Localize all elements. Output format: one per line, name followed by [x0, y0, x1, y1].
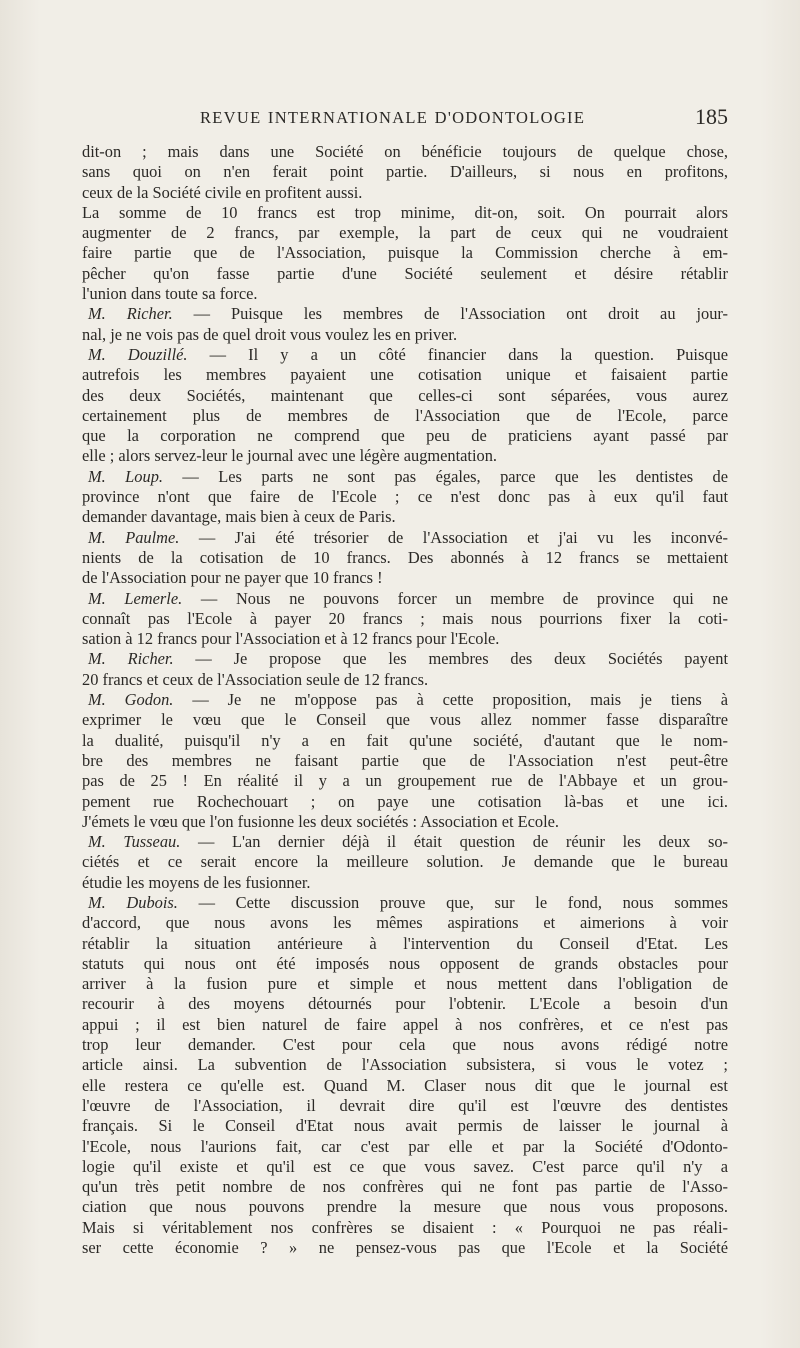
line-text: certainement plus de membres de l'Association que de l'Ecole, parce — [82, 405, 728, 425]
text-line — [82, 264, 728, 284]
speaker-name: M. Paulme. — [88, 527, 180, 547]
text-line — [82, 1238, 728, 1258]
line-text: — Puisque les membres de l'Association ont droit au jour- — [172, 304, 728, 324]
line-text: qu'un très petit nombre de nos confrères qui ne font pas partie de l'Asso- — [82, 1177, 728, 1197]
text-line — [82, 1197, 728, 1217]
line-text: la dualité, puisqu'il n'y a en fait qu'une société, d'autant que le nom- — [82, 730, 728, 750]
text-line — [82, 446, 728, 466]
speaker-name: M. Loup. — [88, 466, 163, 486]
text-line — [82, 771, 728, 791]
text-line — [82, 873, 728, 893]
line-text: arriver à la fusion pure et simple et nous mettent dans l'obligation de — [82, 974, 728, 994]
text-line — [82, 1055, 728, 1075]
text-line — [82, 1157, 728, 1177]
text-line — [82, 467, 728, 487]
line-text: ciétés et ce serait encore la meilleure solution. Je demande que le bureau — [82, 852, 728, 872]
text-line — [82, 243, 728, 263]
text-line — [82, 1015, 728, 1035]
page-number: 185 — [695, 104, 728, 129]
text-line — [82, 832, 728, 852]
line-text: connaît pas l'Ecole à payer 20 francs ; mais nous pourrions fixer la coti- — [82, 608, 728, 628]
line-text: ceux de la Société civile en profitent aussi. — [82, 182, 363, 202]
text-line — [82, 649, 728, 669]
text-line — [82, 426, 728, 446]
text-line — [82, 974, 728, 994]
text-line — [82, 690, 728, 710]
text-line — [82, 325, 728, 345]
text-line — [82, 386, 728, 406]
line-text: faire partie que de l'Association, puisque la Commission cherche à em- — [82, 243, 728, 263]
text-line — [82, 203, 728, 223]
line-text: 20 francs et ceux de l'Association seule de 12 francs. — [82, 669, 429, 689]
text-line — [82, 670, 728, 690]
line-text: dit-on ; mais dans une Société on bénéficie toujours de quelque chose, — [82, 142, 728, 161]
text-line — [82, 589, 728, 609]
line-text: appui ; il est bien naturel de faire appel à nos confrères, et ce n'est pas — [82, 1014, 728, 1034]
line-text: — J'ai été trésorier de l'Association et j'ai vu les inconvé- — [179, 527, 728, 547]
line-text: — Il y a un côté financier dans la question. Puisque — [187, 344, 728, 364]
speaker-name: M. Douzillé. — [88, 344, 188, 364]
line-text: trop leur demander. C'est pour cela que nous avons rédigé notre — [82, 1035, 728, 1055]
text-line — [82, 731, 728, 751]
line-text: sans quoi on n'en ferait point partie. D'ailleurs, si nous en profitons, — [82, 162, 728, 182]
line-text: pêcher qu'on fasse partie d'une Société seulement et désire rétablir — [82, 263, 728, 283]
line-text: — Je ne m'oppose pas à cette proposition, mais je tiens à — [173, 690, 728, 710]
line-text: français. Si le Conseil d'Etat nous avait permis de laisser le journal à — [82, 1116, 728, 1136]
text-line — [82, 629, 728, 649]
line-text: Mais si véritablement nos confrères se disaient : « Pourquoi ne pas réali- — [82, 1217, 728, 1237]
text-line — [82, 507, 728, 527]
text-line — [82, 304, 728, 324]
line-text: des deux Sociétés, maintenant que celles-ci sont séparées, vous aurez — [82, 385, 728, 405]
line-text: étudie les moyens de les fusionner. — [82, 872, 311, 892]
line-text: augmenter de 2 francs, par exemple, la part de ceux qui ne voudraient — [82, 223, 728, 243]
line-text: nients de la cotisation de 10 francs. Des abonnés à 12 francs se mettaient — [82, 547, 728, 567]
line-text: elle restera ce qu'elle est. Quand M. Claser nous dit que le journal est — [82, 1075, 728, 1095]
line-text: pement rue Rochechouart ; on paye une cotisation là-bas et une ici. — [82, 791, 728, 811]
text-line — [82, 345, 728, 365]
speaker-name: M. Tusseau. — [88, 832, 181, 852]
text-line — [82, 751, 728, 771]
text-line — [82, 142, 728, 162]
line-text: rétablir la situation antérieure à l'intervention du Conseil d'Etat. Les — [82, 933, 728, 953]
speaker-name: M. Lemerle. — [88, 588, 183, 608]
text-line — [82, 893, 728, 913]
line-text: — L'an dernier déjà il était question de réunir les deux so- — [180, 832, 728, 852]
line-text: pas de 25 ! En réalité il y a un groupement rue de l'Abbaye et un grou- — [82, 771, 728, 791]
line-text: l'Ecole, nous l'aurions fait, car c'est par elle et par la Société d'Odonto- — [82, 1136, 728, 1156]
line-text: ciation que nous pouvons prendre la mesure que nous vous proposons. — [82, 1197, 728, 1217]
line-text: elle ; alors servez-leur le journal avec une légère augmentation. — [82, 446, 498, 466]
text-line — [82, 1096, 728, 1116]
text-line — [82, 1076, 728, 1096]
line-text: l'œuvre de l'Association, il devrait dire qu'il est l'œuvre des dentistes — [82, 1095, 728, 1115]
line-text: — Cette discussion prouve que, sur le fond, nous sommes — [177, 892, 728, 912]
line-text: bre des membres ne faisant partie que de l'Association n'est peut-être — [82, 750, 728, 770]
text-line — [82, 1177, 728, 1197]
line-text: d'accord, que nous avons les mêmes aspirations et aimerions à voir — [82, 913, 728, 933]
text-line — [82, 162, 728, 182]
line-text: province n'ont que faire de l'Ecole ; ce n'est donc pas à eux qu'il faut — [82, 487, 728, 507]
text-line — [82, 792, 728, 812]
line-text: article ainsi. La subvention de l'Association subsistera, si vous le votez ; — [82, 1055, 728, 1075]
speaker-name: M. Richer. — [88, 649, 174, 669]
line-text: J'émets le vœu que l'on fusionne les deux sociétés : Association et Ecole. — [82, 811, 560, 831]
line-text: — Les parts ne sont pas égales, parce que les dentistes de — [163, 466, 728, 486]
line-text: — Nous ne pouvons forcer un membre de province qui ne — [182, 588, 728, 608]
line-text: l'union dans toute sa force. — [82, 284, 258, 304]
text-line — [82, 934, 728, 954]
line-text: sation à 12 francs pour l'Association et à 12 francs pour l'Ecole. — [82, 629, 500, 649]
line-text: exprimer le vœu que le Conseil que vous allez nommer fasse disparaître — [82, 710, 728, 730]
line-text: nal, je ne vois pas de quel droit vous voulez les en priver. — [82, 324, 458, 344]
speaker-name: M. Dubois. — [88, 892, 178, 912]
line-text: statuts qui nous ont été imposés nous opposent de grands obstacles pour — [82, 953, 728, 973]
text-line — [82, 284, 728, 304]
line-text: de l'Association pour ne payer que 10 francs ! — [82, 568, 383, 588]
text-line — [82, 609, 728, 629]
speaker-name: M. Richer. — [88, 304, 173, 324]
text-line — [82, 183, 728, 203]
text-line — [82, 913, 728, 933]
text-line — [82, 528, 728, 548]
text-line — [82, 954, 728, 974]
text-line — [82, 548, 728, 568]
text-line — [82, 568, 728, 588]
text-line — [82, 852, 728, 872]
line-text: que la corporation ne comprend que peu de praticiens ayant passé par — [82, 426, 728, 446]
speaker-name: M. Godon. — [88, 690, 174, 710]
line-text: La somme de 10 francs est trop minime, dit-on, soit. On pourrait alors — [82, 202, 728, 222]
text-line — [82, 1137, 728, 1157]
page-header — [82, 104, 728, 132]
line-text: autrefois les membres payaient une cotisation unique et faisaient partie — [82, 365, 728, 385]
text-line — [82, 406, 728, 426]
text-line — [82, 1218, 728, 1238]
line-text: recourir à des moyens détournés pour l'obtenir. L'Ecole a besoin d'un — [82, 994, 728, 1014]
text-line — [82, 710, 728, 730]
text-line — [82, 812, 728, 832]
text-line — [82, 1035, 728, 1055]
running-title: REVUE INTERNATIONALE D'ODONTOLOGIE — [200, 108, 586, 127]
text-line — [82, 994, 728, 1014]
text-line — [82, 365, 728, 385]
line-text: logie qu'il existe et qu'il est ce que vous savez. C'est parce qu'il n'y a — [82, 1156, 728, 1176]
body-text — [82, 142, 728, 1258]
line-text: demander davantage, mais bien à ceux de Paris. — [82, 507, 396, 527]
text-line — [82, 487, 728, 507]
text-line — [82, 223, 728, 243]
text-line — [82, 1116, 728, 1136]
line-text: ser cette économie ? » ne pensez-vous pas que l'Ecole et la Société — [82, 1238, 728, 1258]
line-text: — Je propose que les membres des deux Sociétés payent — [173, 649, 728, 669]
